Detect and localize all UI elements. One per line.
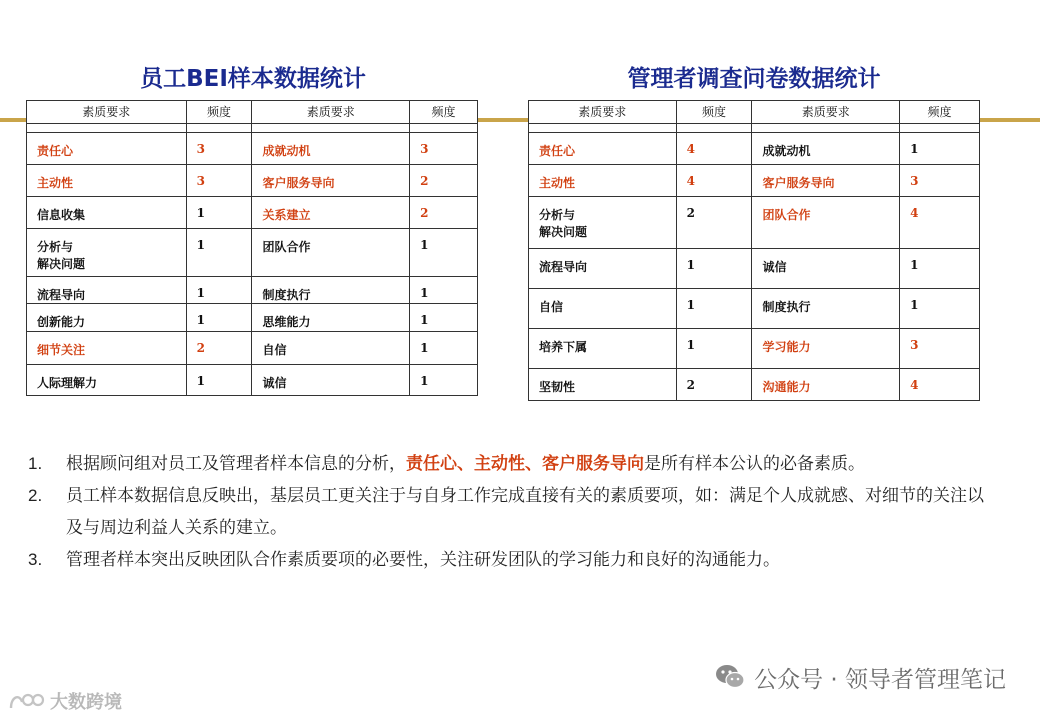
- frequency-cell: 1: [410, 304, 478, 332]
- logo-text: 大数跨境: [50, 692, 122, 713]
- frequency-cell: 1: [186, 365, 252, 396]
- competency-cell: 制度执行: [252, 277, 410, 304]
- competency-cell: 成就动机: [252, 133, 410, 165]
- competency-cell: 分析与 解决问题: [27, 229, 187, 277]
- analysis-notes: [28, 448, 988, 576]
- wechat-icon: [714, 661, 746, 693]
- table-row: [27, 277, 478, 304]
- competency-cell: 坚韧性: [529, 369, 677, 401]
- note-item: [28, 480, 988, 544]
- competency-cell: 学习能力: [752, 329, 900, 369]
- frequency-cell: 1: [186, 229, 252, 277]
- frequency-cell: 1: [676, 329, 752, 369]
- table-row: [27, 133, 478, 165]
- frequency-cell: 4: [676, 165, 752, 197]
- frequency-cell: 4: [900, 369, 980, 401]
- employee-bei-table: [26, 100, 478, 396]
- frequency-cell: 1: [410, 332, 478, 365]
- table-row: [529, 133, 980, 165]
- watermark-text: 公众号 · 领导者管理笔记: [754, 666, 1006, 693]
- frequency-cell: 1: [900, 133, 980, 165]
- table-row: [529, 165, 980, 197]
- competency-cell: 责任心: [529, 133, 677, 165]
- frequency-cell: 1: [186, 197, 252, 229]
- note-item: [28, 448, 988, 480]
- column-header: 频度: [900, 101, 980, 124]
- frequency-cell: 2: [186, 332, 252, 365]
- table-row: [27, 229, 478, 277]
- competency-cell: 信息收集: [27, 197, 187, 229]
- frequency-cell: 2: [676, 369, 752, 401]
- column-header: 素质要求: [27, 101, 187, 124]
- competency-cell: 客户服务导向: [252, 165, 410, 197]
- table-row: [529, 289, 980, 329]
- competency-cell: 流程导向: [529, 249, 677, 289]
- competency-cell: 客户服务导向: [752, 165, 900, 197]
- competency-cell: 思维能力: [252, 304, 410, 332]
- frequency-cell: 1: [186, 277, 252, 304]
- left-table-title: 员工BEI样本数据统计: [140, 66, 366, 92]
- column-header: 频度: [186, 101, 252, 124]
- note-text: 员工样本数据信息反映出，基层员工更关注于与自身工作完成直接有关的素质要项，如：满足个人成就感、对细节的关注以及与周边利益人关系的建立。: [66, 486, 984, 538]
- competency-cell: 关系建立: [252, 197, 410, 229]
- frequency-cell: 1: [676, 249, 752, 289]
- competency-cell: 分析与 解决问题: [529, 197, 677, 249]
- table-row: [529, 249, 980, 289]
- frequency-cell: 1: [186, 304, 252, 332]
- competency-cell: 人际理解力: [27, 365, 187, 396]
- note-item: [28, 544, 988, 576]
- frequency-cell: 3: [410, 133, 478, 165]
- competency-cell: 团队合作: [752, 197, 900, 249]
- competency-cell: 创新能力: [27, 304, 187, 332]
- frequency-cell: 1: [900, 249, 980, 289]
- competency-cell: 制度执行: [752, 289, 900, 329]
- table-row: [27, 365, 478, 396]
- note-text: 是所有样本公认的必备素质。: [644, 454, 865, 474]
- logo-mark: [8, 690, 46, 712]
- competency-cell: 成就动机: [752, 133, 900, 165]
- competency-cell: 细节关注: [27, 332, 187, 365]
- frequency-cell: 4: [900, 197, 980, 249]
- frequency-cell: 2: [410, 197, 478, 229]
- brand-logo: [8, 688, 122, 714]
- table-row: [529, 369, 980, 401]
- competency-cell: 团队合作: [252, 229, 410, 277]
- note-text: 根据顾问组对员工及管理者样本信息的分析，: [66, 454, 406, 474]
- frequency-cell: 1: [676, 289, 752, 329]
- table-row: [27, 332, 478, 365]
- frequency-cell: 1: [410, 277, 478, 304]
- table-row: [27, 304, 478, 332]
- competency-cell: 流程导向: [27, 277, 187, 304]
- frequency-cell: 1: [410, 365, 478, 396]
- table-row: [27, 165, 478, 197]
- competency-cell: 培养下属: [529, 329, 677, 369]
- table-row: [529, 197, 980, 249]
- frequency-cell: 1: [410, 229, 478, 277]
- competency-cell: 沟通能力: [752, 369, 900, 401]
- competency-cell: 主动性: [27, 165, 187, 197]
- table-row: [529, 329, 980, 369]
- right-table-title: 管理者调查问卷数据统计: [627, 66, 881, 92]
- competency-cell: 诚信: [752, 249, 900, 289]
- wechat-watermark: [714, 660, 1006, 694]
- note-text: 管理者样本突出反映团队合作素质要项的必要性，关注研发团队的学习能力和良好的沟通能力。: [66, 550, 780, 570]
- competency-cell: 责任心: [27, 133, 187, 165]
- table-row: [27, 197, 478, 229]
- frequency-cell: 3: [186, 133, 252, 165]
- frequency-cell: 2: [410, 165, 478, 197]
- note-number: 3.: [28, 550, 43, 569]
- frequency-cell: 3: [900, 165, 980, 197]
- competency-cell: 主动性: [529, 165, 677, 197]
- frequency-cell: 1: [900, 289, 980, 329]
- column-header: 频度: [676, 101, 752, 124]
- frequency-cell: 2: [676, 197, 752, 249]
- competency-cell: 诚信: [252, 365, 410, 396]
- note-number: 2.: [28, 486, 43, 505]
- note-highlight: 责任心、主动性、客户服务导向: [406, 454, 644, 474]
- column-header: 素质要求: [752, 101, 900, 124]
- column-header: 频度: [410, 101, 478, 124]
- column-header: 素质要求: [529, 101, 677, 124]
- frequency-cell: 3: [186, 165, 252, 197]
- note-number: 1.: [28, 454, 43, 473]
- competency-cell: 自信: [529, 289, 677, 329]
- column-header: 素质要求: [252, 101, 410, 124]
- manager-survey-table: [528, 100, 980, 401]
- competency-cell: 自信: [252, 332, 410, 365]
- frequency-cell: 3: [900, 329, 980, 369]
- frequency-cell: 4: [676, 133, 752, 165]
